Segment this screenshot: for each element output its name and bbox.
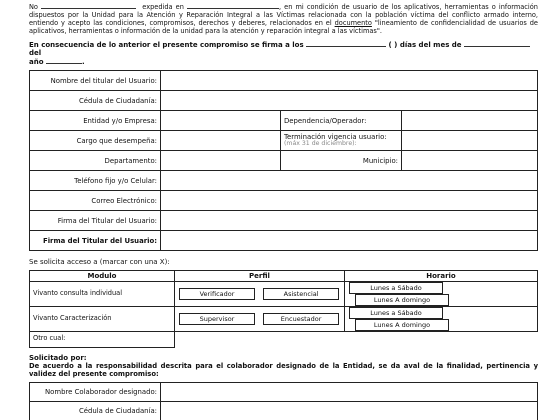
- modulo-cell: Vivanto Caracterización: [30, 306, 175, 331]
- horario-cell: [345, 306, 538, 331]
- telefono-field[interactable]: [161, 171, 538, 191]
- perfil-option[interactable]: Encuestador: [263, 313, 339, 325]
- consecuencia-text-1: En consecuencia de lo anterior el presente compromiso se firma a los: [29, 40, 304, 49]
- consecuencia-text-4: año: [29, 58, 44, 67]
- perfil-option[interactable]: Supervisor: [179, 313, 255, 325]
- intro-text-2: "lineamiento de confidencialidad de usuarios de aplicativos, herramientas o información de la unidad para la atención y reparación integral a las víctimas".: [29, 18, 538, 35]
- intro-text-1: , en mi condición de usuario de los aplicativos, herramientas o información dispuestos por la Unidad para la Atención y Reparación Integral a las Víctimas relacionada con la población víctima del conflicto armado interno, entiendo y acepto las condiciones, compromisos, derechos y deberes, relacionados en el: [29, 3, 538, 27]
- firma-bold-label: Firma del Titular del Usuario:: [30, 231, 161, 251]
- titular-label: Nombre del titular del Usuario:: [30, 71, 161, 91]
- entidad-field[interactable]: [161, 111, 281, 131]
- correo-label: Correo Electrónico:: [30, 191, 161, 211]
- dias-field[interactable]: [306, 40, 386, 47]
- expedida-label: expedida en: [142, 3, 184, 11]
- anio-field[interactable]: [46, 57, 82, 64]
- header-perfil: Perfil: [175, 270, 345, 281]
- correo-field[interactable]: [161, 191, 538, 211]
- header-modulo: Modulo: [30, 270, 175, 281]
- entidad-label: Entidad y/o Empresa:: [30, 111, 161, 131]
- horario-option[interactable]: Lunes A domingo: [355, 319, 449, 331]
- telefono-label: Teléfono fijo y/o Celular:: [30, 171, 161, 191]
- modulo-cell: Vivanto consulta individual: [30, 281, 175, 306]
- intro-paragraph: [29, 2, 538, 36]
- perfil-cell: [175, 281, 345, 306]
- firma-field[interactable]: [161, 211, 538, 231]
- consecuencia-line: [29, 40, 538, 67]
- cargo-label: Cargo que desempeña:: [30, 131, 161, 151]
- colaborador-field[interactable]: [161, 382, 538, 401]
- horario-option[interactable]: Lunes a Sábado: [349, 307, 443, 319]
- no-label: No: [29, 3, 38, 11]
- cedula-field[interactable]: [161, 91, 538, 111]
- solicitado-text: De acuerdo a la responsabilidad descrita para el colaborador designado de la Entidad, se da aval de la finalidad, pertinencia y validez del presente compromiso:: [29, 361, 538, 378]
- solicitado-table: [29, 382, 538, 420]
- perfil-option[interactable]: Asistencial: [263, 288, 339, 300]
- departamento-label: Departamento:: [30, 151, 161, 171]
- municipio-label: Municipio:: [281, 151, 402, 171]
- perfil-option[interactable]: Verificador: [179, 288, 255, 300]
- municipio-field[interactable]: [402, 151, 538, 171]
- cedula-label: Cédula de Ciudadanía:: [30, 91, 161, 111]
- departamento-field[interactable]: [161, 151, 281, 171]
- consecuencia-text-3: del: [29, 48, 42, 57]
- firma-bold-field[interactable]: [161, 231, 538, 251]
- horario-option[interactable]: Lunes A domingo: [355, 294, 449, 306]
- colaborador-cedula-field[interactable]: [161, 401, 538, 420]
- dependencia-label: Dependencia/Operador:: [281, 111, 402, 131]
- cargo-field[interactable]: [161, 131, 281, 151]
- terminacion-label: Terminación vigencia usuario:: [284, 132, 387, 141]
- expedida-field[interactable]: [187, 2, 279, 9]
- access-row-otro: [30, 331, 538, 347]
- terminacion-field[interactable]: [402, 131, 538, 151]
- consecuencia-text-2: ( ) días del mes de: [388, 40, 462, 49]
- header-horario: Horario: [345, 270, 538, 281]
- titular-field[interactable]: [161, 71, 538, 91]
- access-title: Se solicita acceso a (marcar con una X):: [29, 258, 170, 267]
- solicitado-title: Solicitado por:: [29, 353, 87, 362]
- firma-label: Firma del Titular del Usuario:: [30, 211, 161, 231]
- consecuencia-text-5: .: [81, 58, 85, 67]
- horario-cell: [345, 281, 538, 306]
- otro-cell: Otro cual:: [30, 331, 175, 347]
- terminacion-cell: [281, 131, 402, 151]
- access-table: [29, 270, 538, 348]
- no-field[interactable]: [41, 2, 136, 9]
- access-row: [30, 306, 538, 331]
- documento-link: documento: [334, 18, 372, 27]
- dependencia-field[interactable]: [402, 111, 538, 131]
- otro-spacer: [175, 331, 538, 347]
- colaborador-label: Nombre Colaborador designado:: [30, 382, 161, 401]
- horario-option[interactable]: Lunes a Sábado: [349, 282, 443, 294]
- terminacion-hint: (máx 31 de diciembre):: [284, 140, 357, 148]
- perfil-cell: [175, 306, 345, 331]
- colaborador-cedula-label: Cédula de Ciudadanía:: [30, 401, 161, 420]
- access-row: [30, 281, 538, 306]
- mes-field[interactable]: [464, 40, 530, 47]
- user-info-table: [29, 70, 538, 251]
